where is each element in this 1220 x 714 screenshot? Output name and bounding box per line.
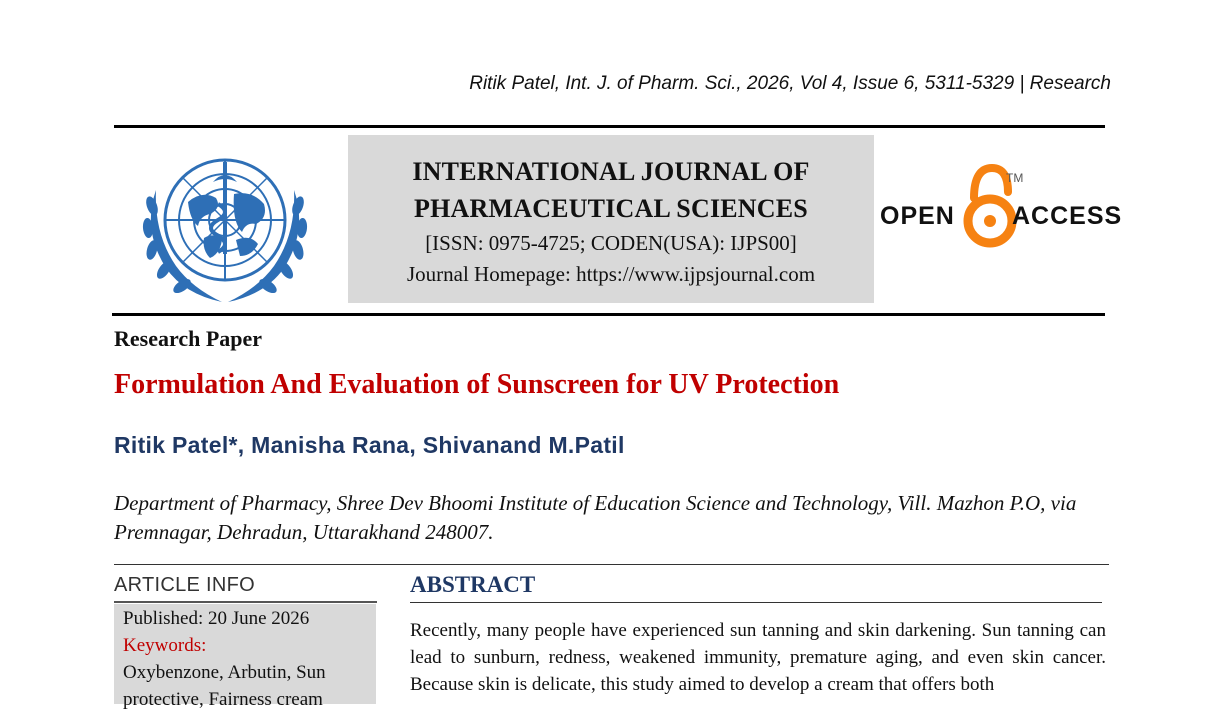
- article-info-box: [114, 604, 376, 710]
- journal-title: [348, 153, 874, 227]
- journal-homepage: Journal Homepage: https://www.ijpsjournal.com: [406, 262, 816, 286]
- abstract-rule: [410, 602, 1102, 603]
- author-affiliation: Department of Pharmacy, Shree Dev Bhoomi Institute of Education Science and Technology, Vill. Mazhon P.O, via Premnagar, Dehradun, Uttarakhand 248007.: [114, 491, 1077, 544]
- svg-text:OPEN: OPEN: [880, 202, 955, 230]
- journal-emblem-logo: [126, 140, 324, 306]
- journal-issn: [ISSN: 0975-4725; CODEN(USA): IJPS00]: [425, 231, 797, 255]
- running-head: Ritik Patel, Int. J. of Pharm. Sci., 2026, Vol 4, Issue 6, 5311-5329 | Research: [469, 73, 1111, 94]
- published-date: Published: 20 June 2026: [123, 608, 310, 629]
- paper-title: Formulation And Evaluation of Sunscreen for UV Protection: [114, 369, 840, 400]
- journal-masthead: [348, 135, 874, 303]
- journal-title-line-1: INTERNATIONAL JOURNAL OF: [412, 157, 810, 186]
- svg-text:ACCESS: ACCESS: [1012, 202, 1123, 230]
- section-divider: [114, 564, 1109, 565]
- header-rule: [114, 125, 1105, 128]
- keywords-list: Oxybenzone, Arbutin, Sun protective, Fairness cream: [123, 662, 326, 710]
- author-list: Ritik Patel*, Manisha Rana, Shivanand M.Patil: [114, 432, 625, 458]
- masthead-rule: [112, 313, 1105, 316]
- svg-text:TM: TM: [1006, 171, 1024, 185]
- article-info-rule: [114, 601, 377, 603]
- paper-type-label: Research Paper: [114, 326, 263, 351]
- journal-title-line-2: PHARMACEUTICAL SCIENCES: [414, 194, 808, 223]
- article-info-heading: ARTICLE INFO: [114, 574, 256, 596]
- open-access-logo: [878, 162, 1123, 254]
- abstract-heading: ABSTRACT: [410, 572, 536, 597]
- keywords-label: Keywords:: [123, 635, 207, 656]
- abstract-text: Recently, many people have experienced sun tanning and skin darkening. Sun tanning can lead to sunburn, redness, weakened immunity, premature aging, and even skin cancer. Because skin is delicate, this study aimed to develop a cream that offers both: [410, 620, 1106, 695]
